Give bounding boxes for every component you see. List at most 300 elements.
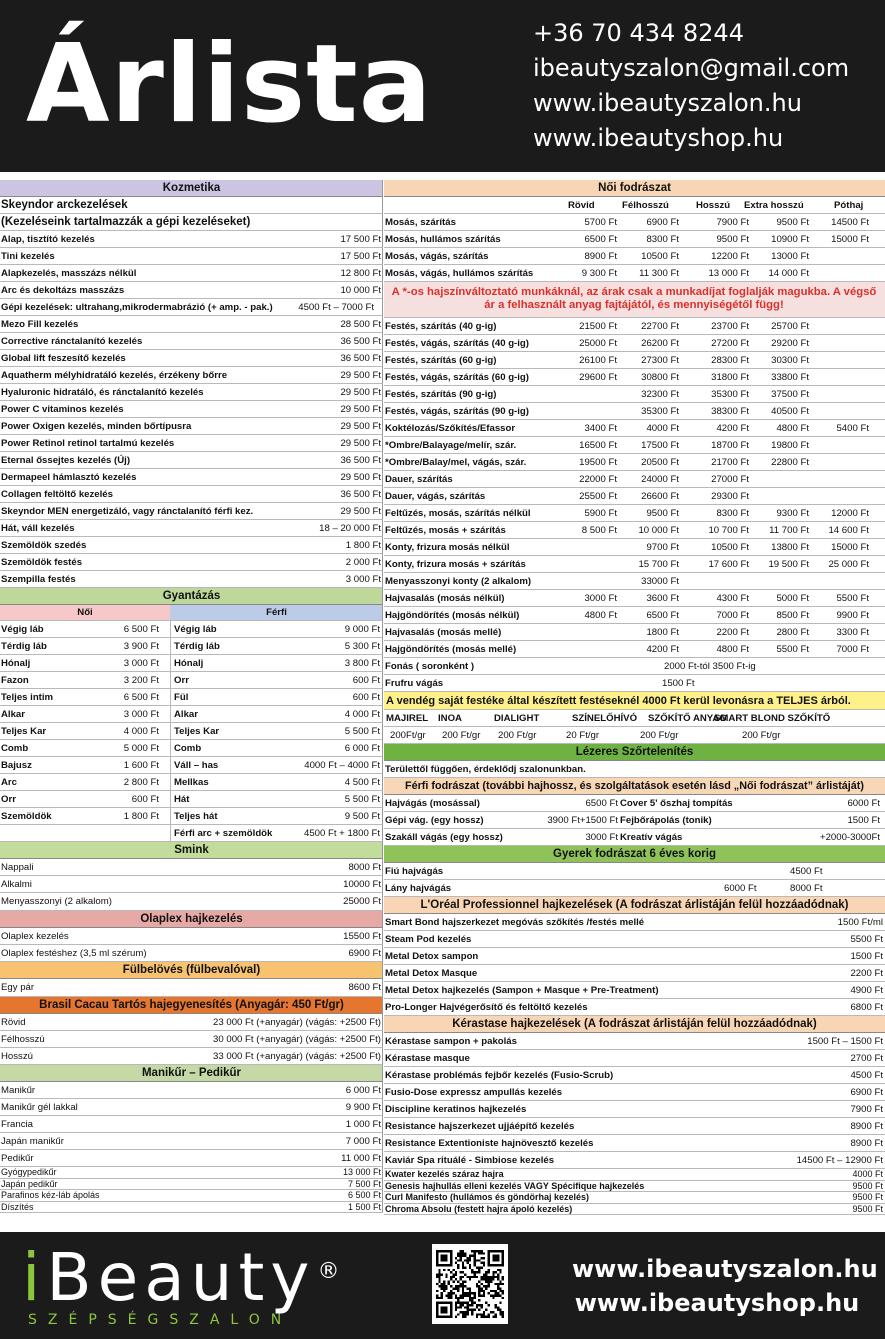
cell-text: 9 900 Ft <box>345 1102 381 1114</box>
list-item <box>0 554 383 571</box>
section-brasil <box>0 997 383 1014</box>
table-row <box>384 505 885 522</box>
brand-price: 200Ft/gr <box>390 730 426 741</box>
item-name: Smart Bond hajszerkezet megóvás szőkítés /festés mellé <box>385 917 645 928</box>
item-price: 22700 Ft <box>641 321 679 332</box>
item-price: 10900 Ft <box>771 234 809 245</box>
item-price: 25700 Ft <box>771 321 809 332</box>
cell-text: Kérastase sampon + pakolás <box>385 1036 517 1047</box>
list-item <box>384 761 885 778</box>
cell-text: 12 800 Ft <box>340 268 381 279</box>
list-item <box>384 931 885 948</box>
cell-text: 6000 Ft <box>847 798 880 809</box>
item-name: *Ombre/Balayage/melír, szár. <box>385 440 517 451</box>
header-banner <box>0 0 885 172</box>
cell-text: 1 800 Ft <box>345 540 381 551</box>
cell-text: 4 500 Ft <box>344 777 380 788</box>
cell-text: Alap, tisztító kezelés <box>1 234 95 245</box>
item-name: Rövid <box>1 1016 26 1028</box>
list-item <box>0 282 383 299</box>
cell-text: 17 500 Ft <box>340 251 381 262</box>
item-name: Mosás, hullámos szárítás <box>385 234 501 245</box>
list-item <box>0 1116 383 1133</box>
cell-text: 7 500 Ft <box>347 1178 381 1189</box>
footer-links <box>572 1252 878 1320</box>
table-row <box>0 774 383 791</box>
brand-name: SZÍNELŐHÍVÓ <box>572 713 638 724</box>
item-price: 17 600 Ft <box>708 559 749 570</box>
column-header: Hosszú <box>696 200 731 211</box>
cell-text: Gyógypedikűr <box>1 1167 57 1178</box>
left-column <box>0 180 383 1213</box>
item-price: 17500 Ft <box>641 440 679 451</box>
item-name: Steam Pod kezelés <box>385 934 472 945</box>
cell-text: Szakáll vágás (egy hossz) <box>385 832 503 843</box>
list-item <box>0 469 383 486</box>
table-row <box>384 812 885 829</box>
cell-text: 4 000 Ft <box>123 726 159 737</box>
table-row <box>384 265 885 282</box>
item-price: 29300 Ft <box>711 491 749 502</box>
cell-text: A *-os hajszínváltoztató munkáknál, az árak csak a munkadíjat foglalják magukba. A végső ár a felhasznált anyag fajtájától, és mennyiségétől függ! <box>391 286 877 311</box>
cell-text: 36 500 Ft <box>340 489 381 500</box>
list-item <box>0 384 383 401</box>
cell-text: Teljes hát <box>174 811 218 822</box>
list-item <box>384 1084 885 1101</box>
section-title: Gyerek fodrászat 6 éves korig <box>553 848 716 860</box>
item-price: 37500 Ft <box>771 389 809 400</box>
list-item <box>0 537 383 554</box>
cell-text: 29 500 Ft <box>340 438 381 449</box>
item-price: 6900 Ft <box>646 217 679 228</box>
section-gyantazas <box>0 588 383 605</box>
cell-text: Szempilla festés <box>1 574 76 585</box>
item-price: 4300 Ft <box>716 593 749 604</box>
item-name: Hajvasalás (mosás mellé) <box>385 627 502 638</box>
cell-text: 29 500 Ft <box>340 506 381 517</box>
cell-text: Kreatív vágás <box>620 832 683 843</box>
section-loreal <box>384 897 885 914</box>
item-price: 5500 Ft <box>850 934 883 945</box>
item-name: Konty, frizura mosás nélkül <box>385 542 510 553</box>
list-item <box>384 948 885 965</box>
list-item <box>384 1181 885 1193</box>
cell-text: Parafinos kéz-láb ápolás <box>1 1190 100 1201</box>
list-item <box>0 401 383 418</box>
item-price: 8 500 Ft <box>581 525 617 536</box>
list-item <box>384 1152 885 1169</box>
cell-text: 6 500 Ft <box>347 1190 381 1201</box>
brand-price: 200 Ft/gr <box>742 730 781 741</box>
section-title: Gyantázás <box>162 590 221 602</box>
cell-text: 29 500 Ft <box>340 370 381 381</box>
cell-text: Kérastase problémás fejbőr kezelés (Fusio-Scrub) <box>385 1070 614 1081</box>
cell-text: 1 000 Ft <box>345 1119 381 1131</box>
skeyndor-heading <box>0 197 383 214</box>
item-price: 18700 Ft <box>711 440 749 451</box>
cell-text: 7 000 Ft <box>345 1136 381 1148</box>
list-item <box>0 1202 383 1214</box>
item-name: Dauer, szárítás <box>385 474 453 485</box>
cell-text: 7900 Ft <box>850 1104 883 1115</box>
list-item <box>0 893 383 910</box>
item-price: 33800 Ft <box>771 372 809 383</box>
list-item <box>384 1135 885 1152</box>
cell-text: Gépi vág. (egy hossz) <box>385 815 484 826</box>
table-row <box>384 420 885 437</box>
item-name: Feltűzés, mosás, szárítás nélkül <box>385 508 531 519</box>
cell-text: +2000-3000Ft <box>819 832 880 843</box>
table-row <box>384 607 885 624</box>
item-price: 15000 Ft <box>831 234 869 245</box>
item-price: 7000 Ft <box>836 644 869 655</box>
item-name: Koktélozás/Szőkítés/Efassor <box>385 423 516 434</box>
cell-text: 36 500 Ft <box>340 353 381 364</box>
cell-text: 4 000 Ft <box>344 709 380 720</box>
list-item <box>0 1048 383 1065</box>
shop-link[interactable]: www.ibeautyshop.hu <box>533 124 784 152</box>
list-item <box>0 928 383 945</box>
item-name: *Ombre/Balay/mel, vágás, szár. <box>385 457 527 468</box>
table-row <box>0 706 383 723</box>
cell-text: Cover 5' őszhaj tompítás <box>620 798 733 809</box>
item-price: 2200 Ft <box>716 627 749 638</box>
list-item <box>0 418 383 435</box>
cell-text: 9500 Ft <box>852 1180 883 1191</box>
cell-text: 1 800 Ft <box>123 811 159 822</box>
item-price: 1500 Ft/ml <box>837 917 883 928</box>
cell-text: 2000 Ft-tól 3500 Ft-ig <box>664 661 756 672</box>
list-item <box>384 1067 885 1084</box>
cell-text: Japán pedikűr <box>1 1178 58 1189</box>
section-title: Brasil Cacau Tartós hajegyenesítés (Anyagár: 450 Ft/gr) <box>39 998 344 1011</box>
cell-text: Comb <box>174 743 202 754</box>
item-price: 33 000 Ft (+anyagár) (vágás: +2500 Ft) <box>213 1051 381 1063</box>
cell-text: Fonás ( soronként ) <box>385 661 475 672</box>
cell-text: Váll – has <box>174 760 219 771</box>
cell-text: Tini kezelés <box>1 251 55 262</box>
list-item <box>0 1099 383 1116</box>
cell-text: 1500 Ft <box>662 678 695 689</box>
section-title: Lézeres Szőrtelenítés <box>575 746 694 758</box>
cell-text: 4000 Ft <box>852 1169 883 1179</box>
cell-text: Végig láb <box>174 624 217 635</box>
cell-text: Corrective ránctalanító kezelés <box>1 336 143 347</box>
list-item <box>384 914 885 931</box>
cell-text: 1 600 Ft <box>123 760 159 771</box>
item-price: 19 500 Ft <box>768 559 809 570</box>
section-title: Kérastase hajkezelések (A fodrászat árlistáján felül hozzáadódnak) <box>452 1018 817 1030</box>
item-price: 5000 Ft <box>776 593 809 604</box>
cell-text: Lány hajvágás <box>385 883 452 894</box>
item-price: 8000 Ft <box>348 862 381 873</box>
list-item <box>0 316 383 333</box>
table-row <box>384 248 885 265</box>
item-name: Konty, frizura mosás + szárítás <box>385 559 526 570</box>
item-price: 24000 Ft <box>641 474 679 485</box>
item-price: 29600 Ft <box>579 372 617 383</box>
table-row <box>384 335 885 352</box>
table-row <box>384 214 885 231</box>
item-name: Menyasszonyi konty (2 alkalom) <box>385 576 532 587</box>
list-item <box>0 1167 383 1179</box>
cell-text: Teljes Kar <box>174 726 220 737</box>
cell-text: 6500 Ft <box>585 798 618 809</box>
section-title: Smink <box>174 844 209 856</box>
item-price: 28300 Ft <box>711 355 749 366</box>
footer-shop-link[interactable]: www.ibeautyshop.hu <box>574 1289 860 1317</box>
cell-text: 3900 Ft+1500 Ft <box>547 815 618 826</box>
item-price: 14 000 Ft <box>768 268 809 279</box>
cell-text: Orr <box>1 794 16 805</box>
item-name: Festés, vágás, szárítás (40 g-ig) <box>385 338 529 349</box>
cell-text: Curl Manifesto (hullámos és göndörhaj kezelés) <box>385 1192 590 1202</box>
phone-number[interactable]: +36 70 434 8244 <box>533 19 744 47</box>
item-price: 25 000 Ft <box>828 559 869 570</box>
item-price: 35300 Ft <box>711 389 749 400</box>
cell-text: 4500 Ft + 1800 Ft <box>303 828 380 839</box>
cell-text: 3 000 Ft <box>345 574 381 585</box>
table-row <box>384 641 885 658</box>
item-name: Dauer, vágás, szárítás <box>385 491 486 502</box>
email-address[interactable]: ibeautyszalon@gmail.com <box>533 54 850 82</box>
website-link[interactable]: www.ibeautyszalon.hu <box>533 89 802 117</box>
cell-text: Térdig láb <box>174 641 220 652</box>
list-item <box>0 248 383 265</box>
list-item <box>0 435 383 452</box>
list-item <box>0 231 383 248</box>
list-item <box>384 999 885 1016</box>
item-price: 4900 Ft <box>850 985 883 996</box>
item-price: 8500 Ft <box>776 610 809 621</box>
cell-text: Mezo Fill kezelés <box>1 319 79 330</box>
item-price: 14 600 Ft <box>828 525 869 536</box>
table-row <box>384 522 885 539</box>
cell-text: Teljes Kar <box>1 726 47 737</box>
table-row <box>384 863 885 880</box>
page-title: Árlista <box>26 22 433 147</box>
cell-text: 3 200 Ft <box>123 675 159 686</box>
item-price: 14500 Ft <box>831 217 869 228</box>
list-item <box>384 1118 885 1135</box>
cell-text: 36 500 Ft <box>340 336 381 347</box>
cell-text: A vendég saját festéke által készített festéseknél 4000 Ft kerül levonásra a TELJES árból. <box>386 695 851 707</box>
cell-text: 29 500 Ft <box>340 472 381 483</box>
list-item <box>0 265 383 282</box>
section-manikur <box>0 1065 383 1082</box>
item-price: 19500 Ft <box>579 457 617 468</box>
cell-text: Teljes intim <box>1 692 54 703</box>
cell-text: Térdig láb <box>1 641 47 652</box>
item-name: Hosszú <box>1 1051 33 1063</box>
table-row <box>384 352 885 369</box>
item-price: 15000 Ft <box>831 542 869 553</box>
cell-text: 600 Ft <box>352 692 380 703</box>
item-price: 2800 Ft <box>776 627 809 638</box>
section-kerastase <box>384 1016 885 1033</box>
cell-text: 3000 Ft <box>585 832 618 843</box>
table-row <box>384 573 885 590</box>
list-item <box>0 571 383 588</box>
section-title: Manikűr – Pedikűr <box>141 1067 242 1080</box>
brand-price-row <box>384 727 885 744</box>
cell-text: Discipline keratinos hajkezelés <box>385 1104 527 1115</box>
cell-text: Hajvágás (mosással) <box>385 798 480 809</box>
table-row <box>384 590 885 607</box>
cell-text: Japán manikűr <box>1 1136 64 1148</box>
table-row <box>0 740 383 757</box>
section-olaplex <box>0 911 383 928</box>
item-price: 10 000 Ft <box>638 525 679 536</box>
list-item <box>0 520 383 537</box>
item-price: 15 700 Ft <box>638 559 679 570</box>
item-price: 9300 Ft <box>776 508 809 519</box>
cell-text: 600 Ft <box>352 675 380 686</box>
item-name: Mosás, szárítás <box>385 217 456 228</box>
cell-text: Hát <box>174 794 190 805</box>
cell-text: Power Oxigen kezelés, minden bőrtípusra <box>1 421 192 432</box>
cell-text: 2700 Ft <box>850 1053 883 1064</box>
cell-text: Mellkas <box>174 777 209 788</box>
cell-text: Területtől függően, érdeklődj szalonunkban. <box>385 764 586 775</box>
table-row <box>384 488 885 505</box>
item-price: 5700 Ft <box>584 217 617 228</box>
cell-text: 6 500 Ft <box>123 624 159 635</box>
item-price: 10 700 Ft <box>708 525 749 536</box>
cell-text: Bajusz <box>1 760 32 771</box>
item-price: 27200 Ft <box>711 338 749 349</box>
section-title: Női fodrászat <box>598 182 671 194</box>
column-header: Rövid <box>568 200 595 211</box>
cell-text: Szemöldök festés <box>1 557 83 568</box>
cell-text: 1500 Ft – 1500 Ft <box>807 1036 883 1047</box>
cell-text: Power C vitaminos kezelés <box>1 404 124 415</box>
men-header: Férfi <box>170 605 383 621</box>
item-price: 38300 Ft <box>711 406 749 417</box>
table-row <box>0 825 383 842</box>
cell-text: 1 500 Ft <box>347 1201 381 1212</box>
item-price: 30300 Ft <box>771 355 809 366</box>
cell-text: Dermapeel hámlasztó kezelés <box>1 472 137 483</box>
item-price: 6500 Ft <box>584 234 617 245</box>
item-price: 11 300 Ft <box>639 268 679 279</box>
table-row <box>0 655 383 672</box>
cell-text: Manikűr gél lakkal <box>1 1102 78 1114</box>
noi-columns-header <box>384 197 885 214</box>
table-row <box>384 454 885 471</box>
cell-text: 36 500 Ft <box>340 455 381 466</box>
table-row <box>0 621 383 638</box>
item-price: 13000 Ft <box>771 251 809 262</box>
item-price: 8300 Ft <box>716 508 749 519</box>
brand-name: SMART BLOND SZŐKÍTŐ <box>714 713 831 724</box>
item-price: 30800 Ft <box>641 372 679 383</box>
cell-text: 4500 Ft <box>790 866 823 877</box>
item-name: Festés, vágás, szárítás (90 g-ig) <box>385 406 529 417</box>
item-price: 12200 Ft <box>711 251 749 262</box>
cell-text: 29 500 Ft <box>340 404 381 415</box>
contact-block <box>533 16 849 156</box>
list-item <box>384 982 885 999</box>
item-name: Festés, szárítás (60 g-ig) <box>385 355 497 366</box>
footer-banner <box>0 1232 885 1339</box>
cell-text: Skeyndor MEN energetizáló, vagy ránctalanító férfi kez. <box>1 506 254 517</box>
table-row <box>384 369 885 386</box>
item-price: 4200 Ft <box>646 644 679 655</box>
skeyndor-subheading <box>0 214 383 231</box>
table-row <box>384 386 885 403</box>
section-noi-fodraszat <box>384 180 885 197</box>
cell-text: Díszítés <box>1 1201 34 1212</box>
cell-text: 1500 Ft <box>847 815 880 826</box>
list-item <box>0 486 383 503</box>
list-item <box>0 876 383 893</box>
list-item <box>0 350 383 367</box>
cell-text: Fiú hajvágás <box>385 866 444 877</box>
item-price: 22800 Ft <box>771 457 809 468</box>
item-name: Alkalmi <box>1 879 32 891</box>
item-name: Menyasszonyi (2 alkalom) <box>1 896 112 908</box>
cell-text: 9 500 Ft <box>344 811 380 822</box>
cell-text: Hyaluronic hidratáló, és ránctalanító kezelés <box>1 387 204 398</box>
brand-row <box>384 710 885 727</box>
brand-price: 200 Ft/gr <box>442 730 481 741</box>
cell-text: Alapkezelés, masszázs nélkül <box>1 268 137 279</box>
ibeauty-logo: iBeauty® <box>22 1239 340 1316</box>
cell-text: Chroma Absolu (festett hajra ápoló kezelés) <box>385 1203 573 1214</box>
footer-website-link[interactable]: www.ibeautyszalon.hu <box>572 1255 878 1283</box>
cell-text: 17 500 Ft <box>340 234 381 245</box>
section-title: Kozmetika <box>162 182 221 194</box>
cell-text: 3 900 Ft <box>123 641 159 652</box>
cell-text: 14500 Ft – 12900 Ft <box>796 1155 883 1166</box>
list-item <box>0 1190 383 1202</box>
cell-text: 3 000 Ft <box>123 709 159 720</box>
cell-text: Eternal őssejtes kezelés (Új) <box>1 455 131 466</box>
item-price: 21700 Ft <box>711 457 749 468</box>
item-name: Nappali <box>1 862 34 873</box>
section-lezeres <box>384 744 885 761</box>
item-price: 19800 Ft <box>771 440 809 451</box>
item-name: Hajgöndörítés (mosás mellé) <box>385 644 517 655</box>
cell-text: Frufru vágás <box>385 678 444 689</box>
table-row <box>384 675 885 692</box>
cell-text: 2 000 Ft <box>345 557 381 568</box>
cell-text: 600 Ft <box>131 794 159 805</box>
qr-code-icon[interactable] <box>432 1244 508 1324</box>
table-row <box>384 539 885 556</box>
cell-text: 9500 Ft <box>852 1203 883 1214</box>
section-title: Olaplex hajkezelés <box>140 912 243 925</box>
cell-text: Orr <box>174 675 189 686</box>
item-price: 20500 Ft <box>641 457 679 468</box>
cell-text: Hónalj <box>174 658 204 669</box>
table-row <box>384 624 885 641</box>
cell-text: 8900 Ft <box>850 1121 883 1132</box>
cell-text: Resistance hajszerkezet ujjáépítő kezelés <box>385 1121 575 1132</box>
cell-text: Comb <box>1 743 29 754</box>
cell-text: Kwater kezelés száraz hajra <box>385 1169 504 1179</box>
cell-text: Fusio-Dose expressz ampullás kezelés <box>385 1087 563 1098</box>
cell-text: 9 000 Ft <box>344 624 380 635</box>
list-item <box>384 1169 885 1181</box>
section-title: Férfi fodrászat (további hajhossz, és szolgáltatások esetén lásd „Női fodrászat” árlistáját) <box>405 780 864 792</box>
item-price: 3300 Ft <box>836 627 869 638</box>
list-item <box>0 1014 383 1031</box>
item-price: 1800 Ft <box>646 627 679 638</box>
cell-text: 13 000 Ft <box>342 1167 381 1178</box>
right-column <box>384 180 885 1215</box>
